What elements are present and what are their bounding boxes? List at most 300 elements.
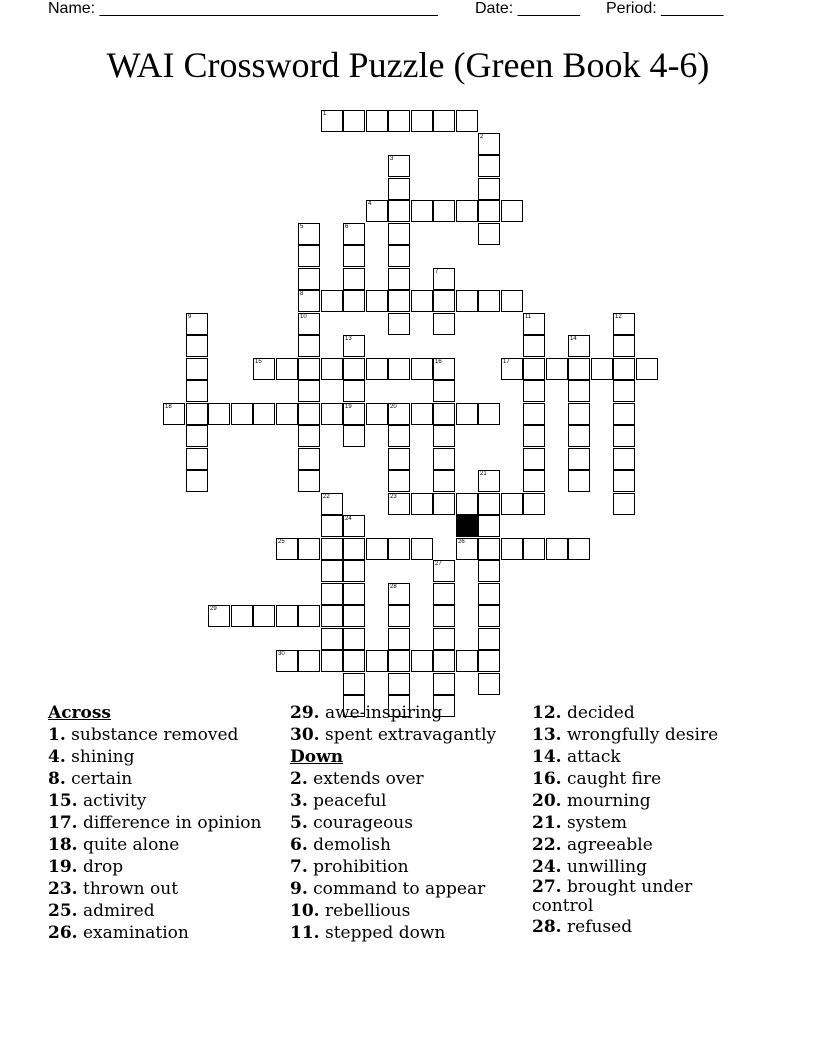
clue-item [48, 768, 261, 790]
cell-number: 14 [570, 336, 577, 342]
cell-number: 30 [278, 651, 285, 657]
clue-number: 25. [48, 901, 78, 921]
cell-number: 3 [390, 156, 394, 162]
cell-number: 20 [390, 404, 397, 410]
grid-cell[interactable] [298, 268, 320, 290]
grid-cell[interactable] [433, 560, 455, 582]
grid-cell[interactable] [298, 425, 320, 447]
grid-cell[interactable] [343, 605, 365, 627]
clue-number: 17. [48, 813, 78, 833]
grid-cell[interactable] [478, 605, 500, 627]
clue-item [532, 702, 718, 724]
clue-number: 9. [290, 879, 308, 899]
grid-cell[interactable] [478, 178, 500, 200]
clue-number: 22. [532, 835, 562, 855]
clue-number: 19. [48, 857, 78, 877]
grid-cell[interactable] [411, 493, 433, 515]
cell-number: 17 [503, 359, 510, 365]
clue-text: spent extravagantly [319, 725, 497, 745]
grid-cell[interactable] [388, 538, 410, 560]
grid-cell[interactable] [343, 560, 365, 582]
clue-text: rebellious [319, 901, 411, 921]
grid-cell[interactable] [433, 493, 455, 515]
clue-number: 3. [290, 791, 308, 811]
grid-cell[interactable] [186, 358, 208, 380]
clue-number: 2. [290, 769, 308, 789]
clue-text: awe-inspiring [319, 703, 443, 723]
grid-cell[interactable] [298, 650, 320, 672]
grid-cell[interactable] [276, 403, 298, 425]
clue-item [532, 916, 718, 938]
clue-number: 13. [532, 725, 562, 745]
grid-cell[interactable] [523, 448, 545, 470]
cell-number: 24 [345, 516, 352, 522]
cell-number: 21 [480, 471, 487, 477]
name-label: Name: [48, 0, 96, 17]
cell-number: 18 [165, 404, 172, 410]
grid-cell[interactable] [388, 673, 410, 695]
grid-cell[interactable] [433, 200, 455, 222]
cell-number: 10 [300, 314, 307, 320]
clue-number: 29. [290, 703, 320, 723]
clue-number: 7. [290, 857, 308, 877]
cell-number: 8 [300, 291, 304, 297]
clue-item [532, 724, 718, 746]
clue-column-2 [290, 702, 496, 944]
grid-cell[interactable] [433, 650, 455, 672]
blocked-cell [456, 515, 478, 537]
grid-cell[interactable] [343, 223, 365, 245]
clue-text: brought under control [532, 877, 693, 916]
grid-cell[interactable] [388, 155, 410, 177]
cell-number: 2 [480, 134, 484, 140]
clue-item [290, 790, 496, 812]
clue-number: 24. [532, 857, 562, 877]
clue-item [532, 746, 718, 768]
grid-cell[interactable] [456, 650, 478, 672]
date-line[interactable]: _______ [517, 0, 580, 17]
clue-item [532, 768, 718, 790]
grid-cell[interactable] [501, 200, 523, 222]
grid-cell[interactable] [501, 493, 523, 515]
clue-text: refused [561, 917, 633, 937]
grid-cell[interactable] [456, 538, 478, 560]
grid-cell[interactable] [388, 290, 410, 312]
grid-cell[interactable] [343, 673, 365, 695]
clue-text: stepped down [319, 923, 446, 943]
grid-cell[interactable] [546, 358, 568, 380]
grid-cell[interactable] [478, 538, 500, 560]
grid-cell[interactable] [478, 155, 500, 177]
grid-cell[interactable] [636, 358, 658, 380]
grid-cell[interactable] [456, 493, 478, 515]
clue-item [290, 922, 496, 944]
grid-cell[interactable] [186, 335, 208, 357]
clue-text: admired [77, 901, 155, 921]
grid-cell[interactable] [501, 538, 523, 560]
grid-cell[interactable] [186, 403, 208, 425]
grid-cell[interactable] [568, 358, 590, 380]
grid-cell[interactable] [433, 448, 455, 470]
grid-cell[interactable] [343, 515, 365, 537]
grid-cell[interactable] [613, 425, 635, 447]
grid-cell[interactable] [456, 200, 478, 222]
grid-cell[interactable] [388, 628, 410, 650]
clue-text: shining [65, 747, 135, 767]
grid-cell[interactable] [321, 583, 343, 605]
grid-cell[interactable] [298, 223, 320, 245]
clue-item [48, 790, 261, 812]
cell-number: 27 [435, 561, 442, 567]
grid-cell[interactable] [478, 673, 500, 695]
clue-item [48, 900, 261, 922]
clue-item [48, 746, 261, 768]
grid-cell[interactable] [568, 335, 590, 357]
grid-cell[interactable] [388, 313, 410, 335]
cell-number: 22 [323, 494, 330, 500]
clue-item [532, 834, 718, 856]
grid-cell[interactable] [276, 358, 298, 380]
clue-item [532, 812, 718, 834]
cell-number: 28 [390, 584, 397, 590]
grid-cell[interactable] [343, 583, 365, 605]
grid-cell[interactable] [546, 538, 568, 560]
grid-cell[interactable] [388, 583, 410, 605]
clue-item [532, 790, 718, 812]
grid-cell[interactable] [321, 628, 343, 650]
clue-number: 12. [532, 703, 562, 723]
grid-cell[interactable] [388, 268, 410, 290]
grid-cell[interactable] [321, 605, 343, 627]
cell-number: 4 [368, 201, 372, 207]
grid-cell[interactable] [613, 335, 635, 357]
clue-number: 26. [48, 923, 78, 943]
grid-cell[interactable] [298, 403, 320, 425]
cell-number: 19 [345, 404, 352, 410]
grid-cell[interactable] [366, 538, 388, 560]
grid-cell[interactable] [186, 380, 208, 402]
grid-cell[interactable] [298, 335, 320, 357]
grid-cell[interactable] [298, 538, 320, 560]
grid-cell[interactable] [501, 358, 523, 380]
grid-cell[interactable] [411, 290, 433, 312]
clue-text: prohibition [307, 857, 409, 877]
clue-item [290, 878, 496, 900]
period-label: Period: [606, 0, 657, 17]
grid-cell[interactable] [343, 110, 365, 132]
grid-cell[interactable] [321, 538, 343, 560]
grid-cell[interactable] [321, 110, 343, 132]
cell-number: 7 [435, 269, 439, 275]
grid-cell[interactable] [366, 200, 388, 222]
grid-cell[interactable] [433, 403, 455, 425]
grid-cell[interactable] [433, 673, 455, 695]
grid-cell[interactable] [388, 245, 410, 267]
name-line[interactable]: ______________________________________ [99, 0, 438, 17]
clue-number: 10. [290, 901, 320, 921]
grid-cell[interactable] [433, 313, 455, 335]
clue-text: mourning [561, 791, 651, 811]
clue-item [290, 724, 496, 746]
grid-cell[interactable] [208, 403, 230, 425]
grid-cell[interactable] [388, 493, 410, 515]
grid-cell[interactable] [388, 178, 410, 200]
grid-cell[interactable] [433, 290, 455, 312]
grid-cell[interactable] [433, 605, 455, 627]
grid-cell[interactable] [523, 403, 545, 425]
grid-cell[interactable] [321, 290, 343, 312]
grid-cell[interactable] [523, 335, 545, 357]
grid-cell[interactable] [343, 358, 365, 380]
grid-cell[interactable] [186, 313, 208, 335]
grid-cell[interactable] [433, 110, 455, 132]
grid-cell[interactable] [253, 403, 275, 425]
grid-cell[interactable] [343, 290, 365, 312]
grid-cell[interactable] [343, 403, 365, 425]
clue-item [290, 856, 496, 878]
grid-cell[interactable] [478, 200, 500, 222]
cell-number: 25 [278, 539, 285, 545]
grid-cell[interactable] [523, 313, 545, 335]
cell-number: 29 [210, 606, 217, 612]
grid-cell[interactable] [433, 358, 455, 380]
clue-number: 27. [532, 877, 562, 897]
grid-cell[interactable] [298, 448, 320, 470]
grid-cell[interactable] [433, 628, 455, 650]
grid-cell[interactable] [478, 515, 500, 537]
down-heading: Down [290, 747, 344, 767]
clue-text: thrown out [77, 879, 179, 899]
grid-cell[interactable] [613, 313, 635, 335]
grid-cell[interactable] [366, 290, 388, 312]
grid-cell[interactable] [411, 358, 433, 380]
grid-cell[interactable] [411, 403, 433, 425]
grid-cell[interactable] [523, 470, 545, 492]
grid-cell[interactable] [388, 650, 410, 672]
grid-cell[interactable] [433, 268, 455, 290]
grid-cell[interactable] [298, 380, 320, 402]
grid-cell[interactable] [388, 110, 410, 132]
grid-cell[interactable] [366, 110, 388, 132]
grid-cell[interactable] [388, 470, 410, 492]
grid-cell[interactable] [276, 538, 298, 560]
grid-cell[interactable] [613, 380, 635, 402]
clue-item [48, 812, 261, 834]
clue-text: demolish [307, 835, 391, 855]
clue-number: 16. [532, 769, 562, 789]
clue-text: caught fire [561, 769, 662, 789]
clue-item [48, 856, 261, 878]
grid-cell[interactable] [298, 605, 320, 627]
clue-number: 20. [532, 791, 562, 811]
grid-cell[interactable] [298, 290, 320, 312]
grid-cell[interactable] [343, 245, 365, 267]
grid-cell[interactable] [298, 313, 320, 335]
grid-cell[interactable] [591, 358, 613, 380]
grid-cell[interactable] [186, 470, 208, 492]
grid-cell[interactable] [321, 515, 343, 537]
grid-cell[interactable] [613, 358, 635, 380]
grid-cell[interactable] [411, 200, 433, 222]
clue-text: wrongfully desire [561, 725, 719, 745]
grid-cell[interactable] [321, 358, 343, 380]
cell-number: 13 [345, 336, 352, 342]
clue-text: examination [77, 923, 189, 943]
clue-number: 18. [48, 835, 78, 855]
grid-cell[interactable] [298, 470, 320, 492]
grid-cell[interactable] [523, 538, 545, 560]
grid-cell[interactable] [456, 110, 478, 132]
across-heading: Across [48, 703, 111, 723]
grid-cell[interactable] [253, 605, 275, 627]
clue-text: decided [561, 703, 635, 723]
cell-number: 1 [323, 111, 327, 117]
clue-text: quite alone [77, 835, 180, 855]
grid-cell[interactable] [433, 425, 455, 447]
grid-cell[interactable] [343, 425, 365, 447]
grid-cell[interactable] [433, 583, 455, 605]
clue-item [48, 922, 261, 944]
grid-cell[interactable] [523, 358, 545, 380]
clue-text: difference in opinion [77, 813, 262, 833]
grid-cell[interactable] [343, 650, 365, 672]
grid-cell[interactable] [208, 605, 230, 627]
grid-cell[interactable] [411, 650, 433, 672]
grid-cell[interactable] [501, 290, 523, 312]
grid-cell[interactable] [343, 628, 365, 650]
clue-number: 21. [532, 813, 562, 833]
grid-cell[interactable] [388, 605, 410, 627]
clue-item [290, 812, 496, 834]
down-clue-list [290, 768, 496, 944]
grid-cell[interactable] [253, 358, 275, 380]
grid-cell[interactable] [298, 358, 320, 380]
period-line[interactable]: _______ [661, 0, 724, 17]
clue-text: command to appear [307, 879, 486, 899]
grid-cell[interactable] [276, 605, 298, 627]
clue-number: 28. [532, 917, 562, 937]
grid-cell[interactable] [388, 448, 410, 470]
grid-cell[interactable] [186, 425, 208, 447]
clue-number: 23. [48, 879, 78, 899]
clue-item [290, 834, 496, 856]
grid-cell[interactable] [388, 223, 410, 245]
clue-number: 6. [290, 835, 308, 855]
grid-cell[interactable] [478, 583, 500, 605]
grid-cell[interactable] [298, 245, 320, 267]
clue-column-1 [48, 702, 261, 944]
grid-cell[interactable] [568, 425, 590, 447]
clue-number: 30. [290, 725, 320, 745]
cell-number: 11 [525, 314, 532, 320]
grid-cell[interactable] [478, 290, 500, 312]
clue-item [290, 900, 496, 922]
grid-cell[interactable] [343, 538, 365, 560]
grid-cell[interactable] [231, 403, 253, 425]
grid-cell[interactable] [568, 538, 590, 560]
clue-text: drop [77, 857, 124, 877]
grid-cell[interactable] [568, 403, 590, 425]
grid-cell[interactable] [613, 448, 635, 470]
grid-cell[interactable] [456, 403, 478, 425]
grid-cell[interactable] [366, 650, 388, 672]
grid-cell[interactable] [321, 560, 343, 582]
grid-cell[interactable] [343, 380, 365, 402]
grid-cell[interactable] [433, 380, 455, 402]
clue-item [532, 856, 718, 878]
grid-cell[interactable] [568, 470, 590, 492]
grid-cell[interactable] [276, 650, 298, 672]
grid-cell[interactable] [388, 358, 410, 380]
clue-item [48, 724, 261, 746]
grid-cell[interactable] [523, 493, 545, 515]
clue-text: substance removed [65, 725, 239, 745]
across-clue-list [48, 724, 261, 944]
grid-cell[interactable] [388, 200, 410, 222]
grid-cell[interactable] [366, 358, 388, 380]
grid-cell[interactable] [478, 403, 500, 425]
grid-cell[interactable] [456, 290, 478, 312]
across-clue-list-cont [290, 702, 496, 746]
grid-cell[interactable] [478, 628, 500, 650]
clue-number: 5. [290, 813, 308, 833]
grid-cell[interactable] [478, 560, 500, 582]
grid-cell[interactable] [478, 650, 500, 672]
grid-cell[interactable] [568, 380, 590, 402]
clue-item [290, 768, 496, 790]
cell-number: 6 [345, 224, 349, 230]
grid-cell[interactable] [163, 403, 185, 425]
clue-text: extends over [307, 769, 424, 789]
grid-cell[interactable] [321, 403, 343, 425]
clue-number: 1. [48, 725, 66, 745]
grid-cell[interactable] [433, 470, 455, 492]
grid-cell[interactable] [478, 470, 500, 492]
grid-cell[interactable] [411, 110, 433, 132]
grid-cell[interactable] [613, 470, 635, 492]
cell-number: 9 [188, 314, 192, 320]
grid-cell[interactable] [478, 133, 500, 155]
clue-text: peaceful [307, 791, 387, 811]
page-title: WAI Crossword Puzzle (Green Book 4-6) [106, 45, 710, 85]
clue-number: 15. [48, 791, 78, 811]
clue-text: unwilling [561, 857, 648, 877]
clue-number: 4. [48, 747, 66, 767]
cell-number: 12 [615, 314, 622, 320]
grid-cell[interactable] [613, 493, 635, 515]
grid-cell[interactable] [523, 425, 545, 447]
grid-cell[interactable] [366, 403, 388, 425]
grid-cell[interactable] [186, 448, 208, 470]
clue-number: 14. [532, 747, 562, 767]
clue-number: 11. [290, 923, 320, 943]
cell-number: 16 [435, 359, 442, 365]
grid-cell[interactable] [321, 493, 343, 515]
grid-cell[interactable] [523, 380, 545, 402]
grid-cell[interactable] [231, 605, 253, 627]
grid-cell[interactable] [343, 335, 365, 357]
grid-cell[interactable] [321, 650, 343, 672]
grid-cell[interactable] [343, 268, 365, 290]
grid-cell[interactable] [388, 425, 410, 447]
grid-cell[interactable] [568, 448, 590, 470]
grid-cell[interactable] [478, 493, 500, 515]
grid-cell[interactable] [613, 403, 635, 425]
grid-cell[interactable] [388, 403, 410, 425]
cell-number: 23 [390, 494, 397, 500]
grid-cell[interactable] [411, 538, 433, 560]
grid-cell[interactable] [478, 223, 500, 245]
